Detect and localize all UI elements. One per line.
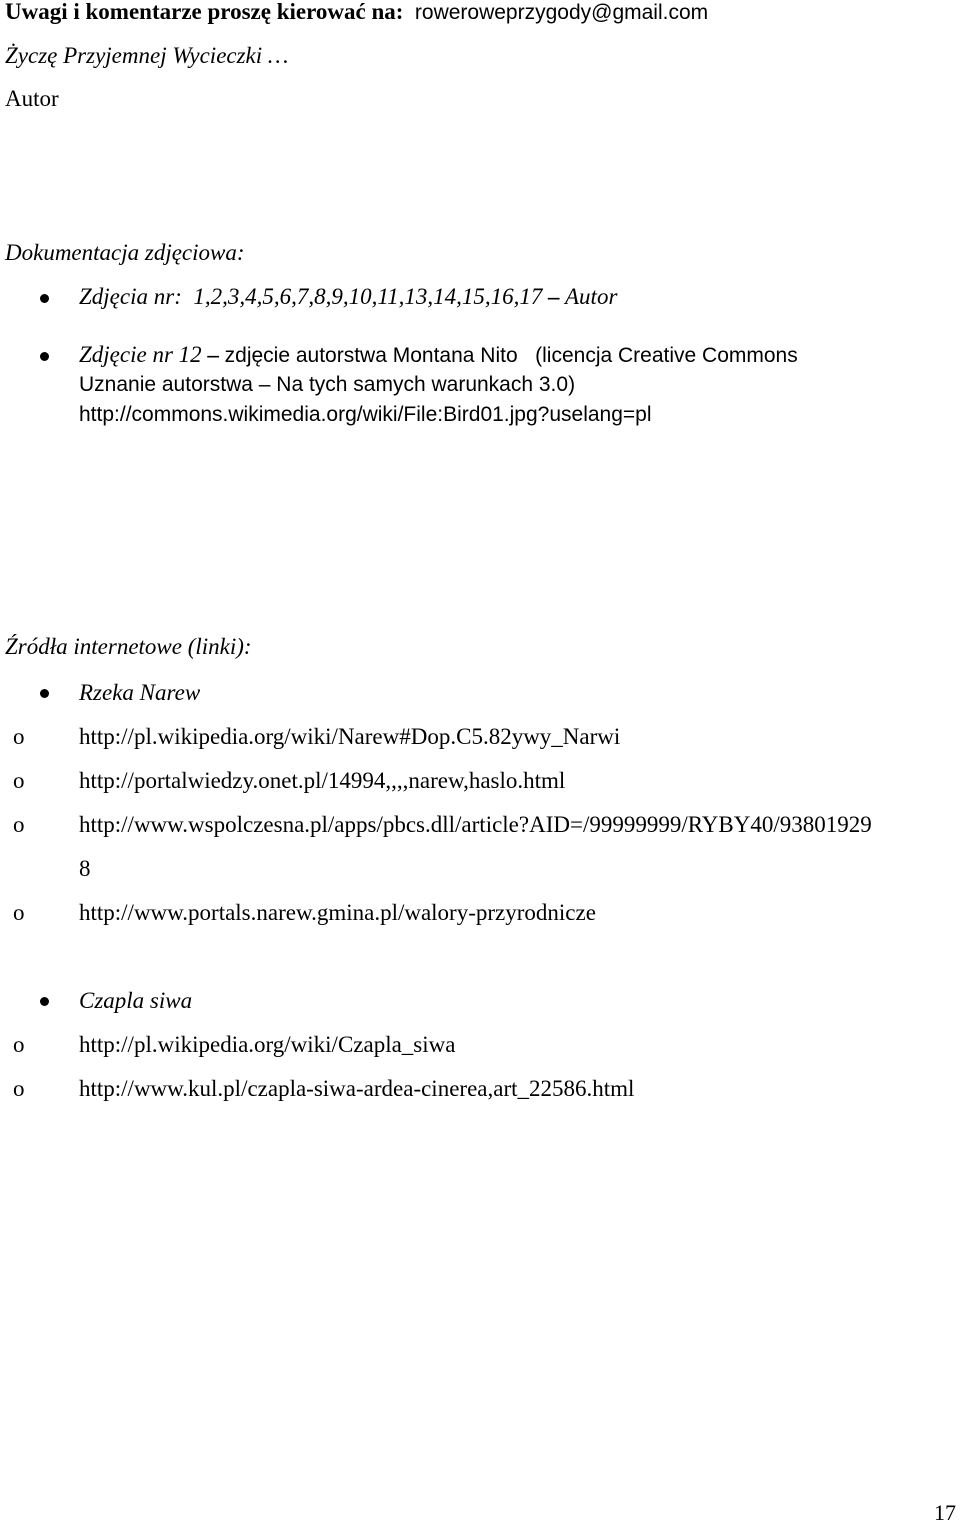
source-group-czapla-title: Czapla siwa bbox=[79, 988, 193, 1013]
photo-item-2-url[interactable]: http://commons.wikimedia.org/wiki/File:Bird01.jpg?uselang=pl bbox=[79, 403, 652, 426]
photo-item-1 bbox=[79, 283, 617, 311]
source-link[interactable]: http://www.portals.narew.gmina.pl/walory-przyrodnicze bbox=[79, 900, 596, 925]
sub-bullet-icon: o bbox=[13, 812, 25, 837]
contact-line bbox=[5, 0, 708, 27]
sub-bullet-icon: o bbox=[13, 900, 25, 925]
wishes-line bbox=[5, 42, 288, 70]
bullet-icon bbox=[40, 352, 49, 361]
contact-email-link[interactable]: roweroweprzygody@gmail.com bbox=[414, 1, 709, 24]
author-heading: Autor bbox=[5, 86, 59, 111]
wishes-ellipsis: … bbox=[267, 43, 289, 68]
bullet-icon bbox=[40, 997, 49, 1006]
photo-docs-heading: Dokumentacja zdjęciowa: bbox=[5, 240, 245, 265]
photo-item-1-numbers: 1,2,3,4,5,6,7,8,9,10,11,13,14,15,16,17 bbox=[193, 284, 543, 309]
photo-item-2-text-line2: Uznanie autorstwa – Na tych samych warunkach 3.0) bbox=[79, 373, 576, 396]
sources-heading: Źródła internetowe (linki): bbox=[5, 634, 252, 659]
photo-item-2-label: Zdjęcie nr 12 bbox=[79, 342, 202, 367]
source-link[interactable]: http://www.wspolczesna.pl/apps/pbcs.dll/article?AID=/99999999/RYBY40/93801929 bbox=[79, 812, 872, 837]
photo-item-1-author: Autor bbox=[565, 284, 618, 309]
photo-item-2-line1 bbox=[79, 341, 798, 370]
photo-item-1-dash: – bbox=[548, 284, 560, 309]
sub-bullet-icon: o bbox=[13, 1076, 25, 1101]
source-link[interactable]: http://portalwiedzy.onet.pl/14994,,,,narew,haslo.html bbox=[79, 768, 566, 793]
source-link[interactable]: http://www.kul.pl/czapla-siwa-ardea-cinerea,art_22586.html bbox=[79, 1076, 635, 1101]
contact-label: Uwagi i komentarze proszę kierować na: bbox=[5, 0, 404, 24]
sub-bullet-icon: o bbox=[13, 768, 25, 793]
source-link[interactable]: http://pl.wikipedia.org/wiki/Narew#Dop.C5.82ywy_Narwi bbox=[79, 724, 621, 749]
sub-bullet-icon: o bbox=[13, 1032, 25, 1057]
page-number: 17 bbox=[934, 1500, 956, 1525]
bullet-icon bbox=[40, 689, 49, 698]
photo-item-2-text-line1: zdjęcie autorstwa Montana Nito (licencja Creative Commons bbox=[224, 344, 798, 367]
photo-item-1-label: Zdjęcia nr: bbox=[79, 284, 182, 309]
wishes-text: Życzę Przyjemnej Wycieczki bbox=[5, 43, 263, 68]
bullet-icon bbox=[40, 294, 49, 303]
source-link[interactable]: http://pl.wikipedia.org/wiki/Czapla_siwa bbox=[79, 1032, 456, 1057]
source-group-narew-title: Rzeka Narew bbox=[79, 680, 201, 705]
sub-bullet-icon: o bbox=[13, 724, 25, 749]
source-link-continuation[interactable]: 8 bbox=[79, 856, 91, 881]
photo-item-2-dash: – bbox=[207, 342, 219, 367]
